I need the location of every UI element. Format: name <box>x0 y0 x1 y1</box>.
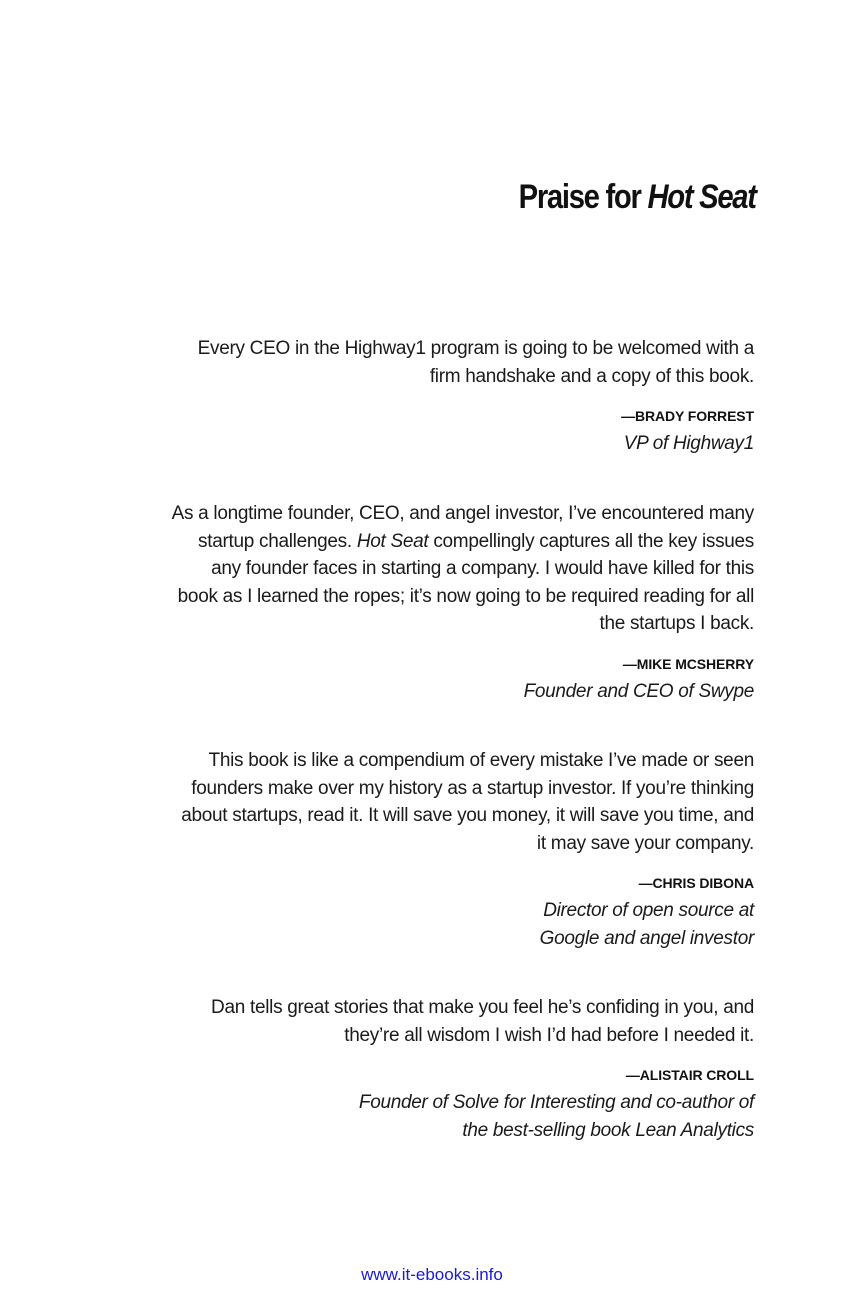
quote-line: book as I learned the ropes; it’s now going to be required reading for all <box>177 585 754 607</box>
praise-quote <box>211 994 754 1049</box>
attribution-name: —ALISTAIR CROLL <box>625 1067 754 1083</box>
attribution-title-line: the best-selling book Lean Analytics <box>462 1120 754 1141</box>
quote-line: Every CEO in the Highway1 program is going to be welcomed with a <box>197 338 754 359</box>
footer-website-link[interactable]: www.it-ebooks.info <box>361 1265 503 1284</box>
praise-entry <box>198 335 754 458</box>
quote-line: Dan tells great stories that make you feel he’s confiding in you, and <box>211 997 754 1018</box>
attribution-title-line: Founder and CEO of Swype <box>523 680 754 702</box>
quote-line: about startups, read it. It will save you money, it will save you time, and <box>181 805 754 826</box>
attribution-title-line: Google and angel investor <box>539 928 754 949</box>
quote-line: firm handshake and a copy of this book. <box>429 365 754 387</box>
attribution-title <box>181 897 754 953</box>
page-title-book: Hot Seat <box>647 178 756 216</box>
quote-line: This book is like a compendium of every mistake I’ve made or seen <box>208 750 754 771</box>
praise-quote <box>198 335 754 390</box>
attribution-title-line: Director of open source at <box>543 900 754 921</box>
quote-book-title: Hot Seat <box>356 530 429 552</box>
attribution-title <box>172 678 754 706</box>
quote-line: they’re all wisdom I wish I’d had before I needed it. <box>344 1024 754 1046</box>
quote-line: any founder faces in starting a company. I would have killed for this <box>211 558 754 579</box>
attribution-title-line: Founder of Solve for Interesting and co-author of <box>358 1092 754 1113</box>
quote-line: As a longtime founder, CEO, and angel investor, I’ve encountered many <box>171 503 754 524</box>
quote-line: the startups I back. <box>599 613 754 634</box>
attribution-title <box>198 430 754 458</box>
quote-line: it may save your company. <box>536 832 754 854</box>
praise-entry <box>181 747 754 953</box>
attribution-name: —MIKE MCSHERRY <box>622 655 754 672</box>
quote-line-suffix: compellingly captures all the key issues <box>428 530 754 552</box>
quote-line: founders make over my history as a startup investor. If you’re thinking <box>191 777 754 799</box>
attribution-name: —CHRIS DIBONA <box>638 875 754 891</box>
page-title <box>519 178 756 217</box>
attribution-name: —BRADY FORREST <box>621 408 754 424</box>
praise-quote <box>181 747 754 857</box>
praise-entry <box>211 994 754 1145</box>
attribution-title <box>211 1089 754 1145</box>
praise-entry <box>172 500 754 706</box>
praise-quote <box>172 500 754 638</box>
page-title-prefix: Praise for <box>518 178 648 216</box>
quote-line-prefix: startup challenges. <box>198 530 357 552</box>
attribution-title-line: VP of Highway1 <box>623 433 754 454</box>
